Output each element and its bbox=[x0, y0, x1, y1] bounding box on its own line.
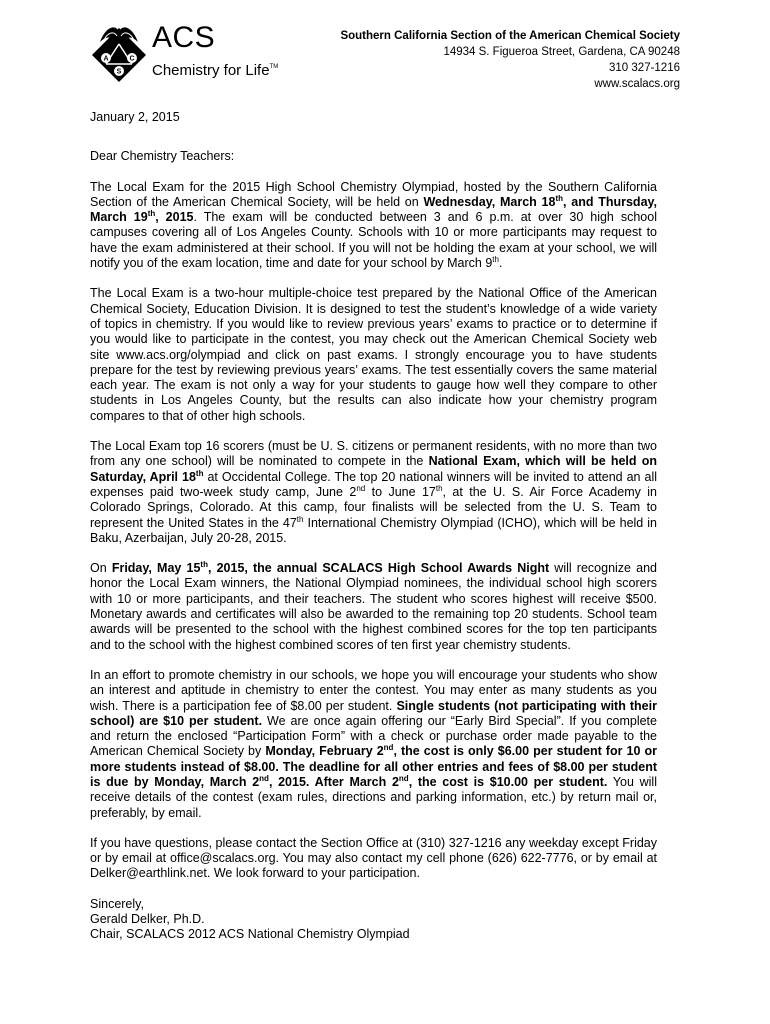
org-website[interactable]: www.scalacs.org bbox=[594, 78, 680, 90]
logo-wordmark: ACS bbox=[152, 21, 216, 54]
logo-tagline: Chemistry for Life™ bbox=[152, 62, 279, 79]
letter-date: January 2, 2015 bbox=[90, 110, 180, 124]
letter-body bbox=[90, 110, 657, 943]
org-name: Southern California Section of the American Chemical Society bbox=[340, 30, 680, 42]
emblem-letter-a: A bbox=[103, 55, 109, 63]
trademark-mark: TM bbox=[269, 64, 279, 70]
acs-emblem-icon bbox=[90, 22, 148, 84]
org-address: 14934 S. Figueroa Street, Gardena, CA 90248 bbox=[443, 46, 680, 58]
signer-title: Chair, SCALACS 2012 ACS National Chemistry Olympiad bbox=[90, 927, 410, 942]
paragraph-exam-dates: The Local Exam for the 2015 High School Chemistry Olympiad, hosted by the Southern California Section of the American Chemical Society, will be held on Wednesday, March 18th, and Thursday, March 19th, 2015. The exam will be conducted between 3 and 6 p.m. at over 30 high school campuses covering all of Los Angeles County. Schools with 10 or more participants may request to have the exam administered at their school. If you will not be holding the exam at your school, we will notify you of the exam location, time and date for your school by March 9th. bbox=[90, 179, 658, 271]
letterhead-address-block bbox=[340, 28, 680, 92]
signer-name: Gerald Delker, Ph.D. bbox=[90, 912, 205, 927]
emblem-letter-s: S bbox=[116, 68, 122, 76]
closing: Sincerely, bbox=[90, 896, 144, 911]
salutation: Dear Chemistry Teachers: bbox=[90, 149, 235, 164]
paragraph-contact: If you have questions, please contact the Section Office at (310) 327-1216 any weekday except Friday or by email at office@scalacs.org. You may also contact my cell phone (626) 622-7776, or by email at Delker@earthlink.net. We look forward to your participation. bbox=[90, 835, 657, 881]
closing-block bbox=[90, 897, 657, 943]
emblem-letter-c: C bbox=[129, 55, 135, 63]
paragraph-awards-night: On Friday, May 15th, 2015, the annual SCALACS High School Awards Night will recognize and honor the Local Exam winners, the National Olympiad nominees, the individual school high scorers with 10 or more participants, and their teachers. The student who scores highest will receive $500. Monetary awards and certificates will also be awarded to the remaining top 20 students. School team awards will be presented to the school with the highest combined scores for the top ten participants and to the school with the highest combined scores of ten first year chemistry students. bbox=[90, 560, 657, 652]
paragraph-exam-description: The Local Exam is a two-hour multiple-choice test prepared by the National Office of the American Chemical Society, Education Division. It is designed to test the student’s knowledge of a wide variety of topics in chemistry. If you would like to review previous years’ exams to practice or to determine if you would like to participate in the contest, you may check out the American Chemical Society web site www.acs.org/olympiad and click on past exams. I strongly encourage you to have students prepare for the test by reviewing previous years’ exams. The test essentially covers the same material each year. The exam is not only a way for your students to gauge how well they compare to other students in Los Angeles County, but the results can also indicate how your chemistry program compares to that of other high schools. bbox=[90, 286, 657, 423]
paragraph-national-exam: The Local Exam top 16 scorers (must be U. S. citizens or permanent residents, with no more than two from any one school) will be nominated to compete in the National Exam, which will be held on Saturday, April 18th at Occidental College. The top 20 national winners will be invited to attend an all expenses paid two-week study camp, June 2nd to June 17th, at the U. S. Air Force Academy in Colorado Springs, Colorado. At this camp, four finalists will be selected from the U. S. Team to represent the United States in the 47th International Chemistry Olympiad (ICHO), which will be held in Baku, Azerbaijan, July 20-28, 2015. bbox=[90, 439, 658, 545]
org-phone: 310 327-1216 bbox=[609, 62, 680, 74]
acs-logo bbox=[90, 22, 290, 84]
paragraph-fees: In an effort to promote chemistry in our schools, we hope you will encourage your students who show an interest and aptitude in chemistry to enter the contest. You may enter as many students as you wish. There is a participation fee of $8.00 per student. Single students (not participating with their school) are $10 per student. We are once again offering our “Early Bird Special”. If you complete and return the enclosed “Participation Form” with a check or purchase order made payable to the American Chemical Society by Monday, February 2nd, the cost is only $6.00 per student for 10 or more students instead of $8.00. The deadline for all other entries and fees of $8.00 per student is due by Monday, March 2nd, 2015. After March 2nd, the cost is $10.00 per student. You will receive details of the contest (exam rules, directions and parking information, etc.) by return mail or, preferably, by email. bbox=[90, 667, 657, 820]
